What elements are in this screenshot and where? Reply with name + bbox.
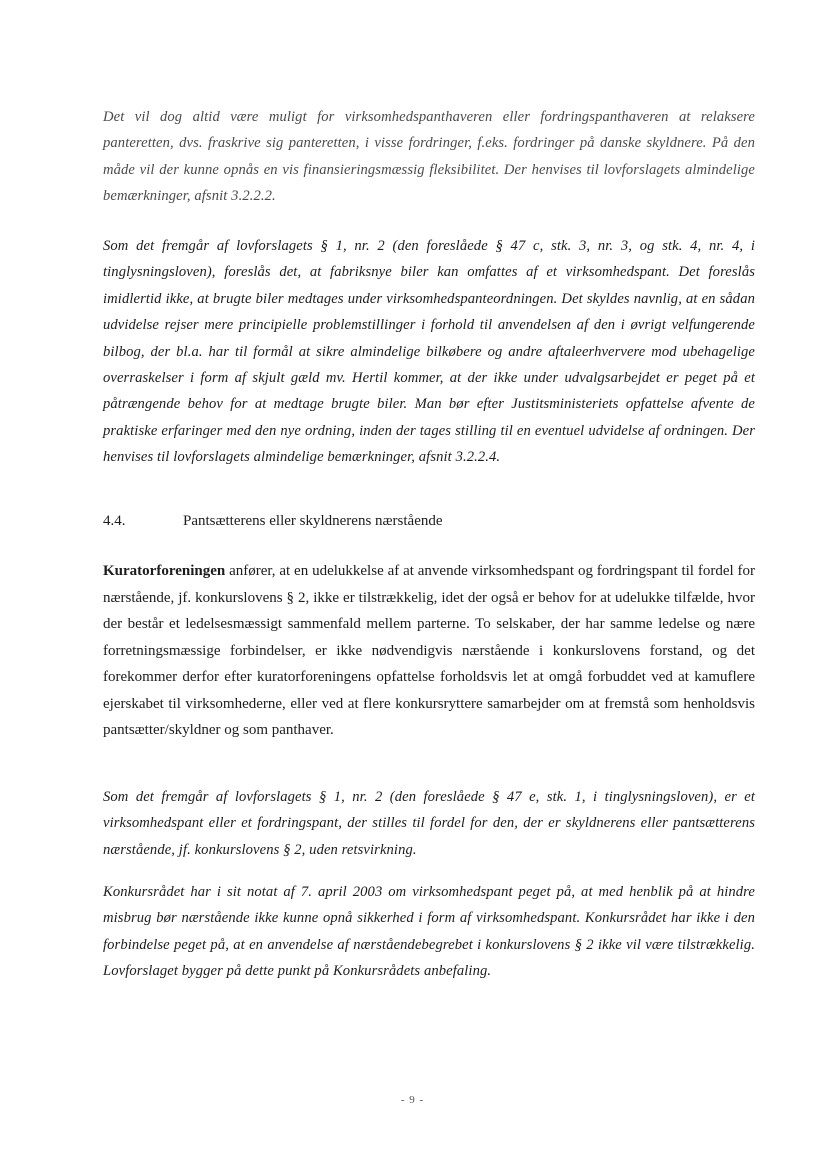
paragraph-naerstaaende: Som det fremgår af lovforslagets § 1, nr. 2 (den foreslåede § 47 e, stk. 1, i tinglysningsloven), er et virksomhedspant eller et fordringspant, der stilles til fordel for den, der er skyldnerens eller pantsætterens nærstående, jf. konkurslovens § 2, uden retsvirkning. bbox=[103, 789, 755, 858]
section-title: Pantsætterens eller skyldnerens nærstående bbox=[183, 513, 443, 529]
paragraph-kuratorforeningen bbox=[103, 558, 755, 744]
paragraph-relaksation: Det vil dog altid være muligt for virksomhedspanthaveren eller fordringspanthaveren at relaksere panteretten, dvs. fraskrive sig panteretten, i visse fordringer, f.eks. fordringer på danske skyldnere. På den måde vil der kunne opnås en vis finansieringsmæssig fleksibilitet. Der henvises til lovforslagets almindelige bemærkninger, afsnit 3.2.2.2. bbox=[103, 109, 755, 205]
page-number: - 9 - bbox=[400, 1094, 425, 1106]
paragraph-konkursraadet: Konkursrådet har i sit notat af 7. april 2003 om virksomhedspant peget på, at med henblik på at hindre misbrug bør nærstående ikke kunne opnå sikkerhed i form af virksomhedspant. Konkursrådet har ikke i den forbindelse peget på, at en anvendelse af nærståendebegrebet i konkurslovens § 2 ikke vil være tilstrækkelig. Lovforslaget bygger på dette punkt på Konkursrådets anbefaling. bbox=[103, 884, 755, 980]
section-number: 4.4. bbox=[103, 513, 126, 529]
section-heading bbox=[103, 510, 755, 532]
paragraph-brugte-biler: Som det fremgår af lovforslagets § 1, nr. 2 (den foreslåede § 47 c, stk. 3, nr. 3, og stk. 4, nr. 4, i tinglysningsloven), foreslås det, at fabriksnye biler kan omfattes af et virksomhedspant. Det foreslås imidlertid ikke, at brugte biler medtages under virksomhedspanteordningen. Det skyldes navnlig, at en sådan udvidelse rejser mere principielle problemstillinger i forhold til anvendelsen af den i øvrigt velfungerende bilbog, der bl.a. har til formål at sikre almindelige bilkøbere og andre aftaleerhververe mod ubehagelige overraskelser i form af skjult gæld mv. Hertil kommer, at der ikke under udvalgsarbejdet er peget på et påtrængende behov for at medtage brugte biler. Man bør efter Justitsministeriets opfattelse afvente de praktiske erfaringer med den nye ordning, inden der tages stilling til en eventuel udvidelse af ordningen. Der henvises til lovforslagets almindelige bemærkninger, afsnit 3.2.2.4. bbox=[103, 238, 755, 466]
organisation-name: Kuratorforeningen bbox=[103, 563, 226, 579]
paragraph-kuratorforeningen-text: anfører, at en udelukkelse af at anvende virksomhedspant og fordringspant til fordel for nærstående, jf. konkurslovens § 2, ikke er tilstrækkelig, idet der også er behov for at udelukke tilfælde, hvor der består et ledelsesmæssigt sammenfald mellem parterne. To selskaber, der har samme ledelse og nære forretningsmæssige forbindelser, er ikke nødvendigvis nærstående i konkurslovens forstand, og det forekommer derfor efter kuratorforeningens opfattelse forholdsvis let at omgå forbuddet ved at kamuflere ejerskabet til virksomhederne, eller ved at flere konkursryttere samarbejder om at fremstå som henholdsvis pantsætter/skyldner og som panthaver. bbox=[103, 563, 755, 738]
